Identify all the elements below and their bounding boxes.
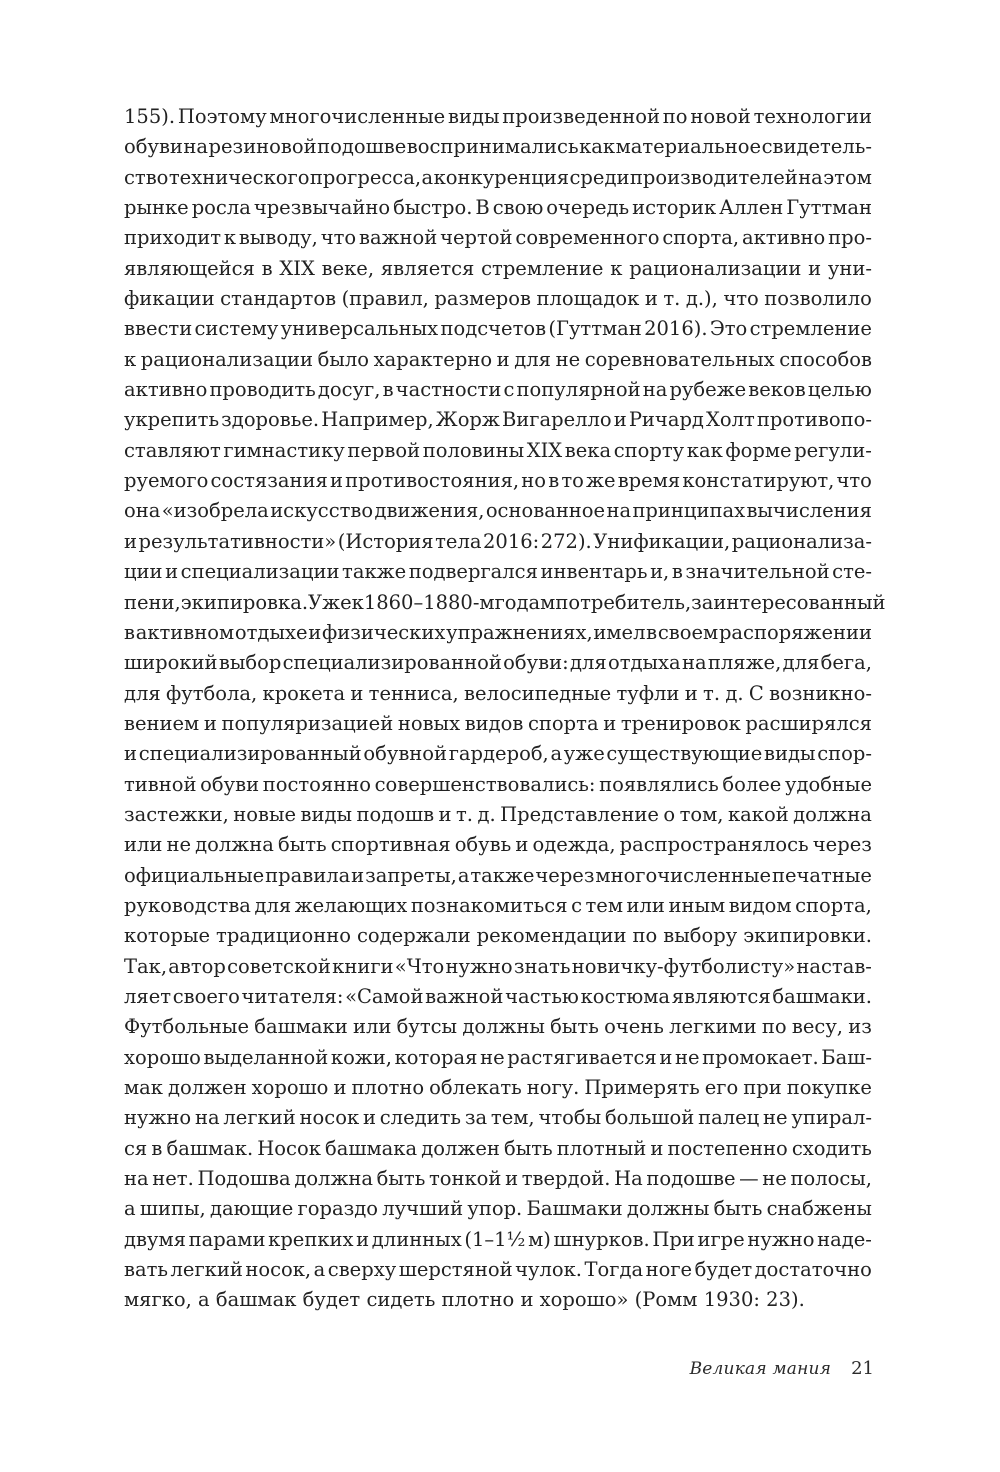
text-line: укрепить здоровье. Например, Жорж Вигарелло и Ричард Холт противопо-	[124, 408, 872, 432]
text-line: а шипы, дающие гораздо лучший упор. Башмаки должны быть снабжены	[124, 1197, 872, 1221]
text-line: ции и специализации также подвергался инвентарь и, в значительной сте-	[124, 560, 872, 584]
text-line: в активном отдыхе и физических упражнениях, имел в своем распоряжении	[124, 620, 872, 644]
text-line: ство технического прогресса, а конкуренция среди производителей на этом	[124, 165, 872, 189]
text-line: она «изобрела искусство движения, основанное на принципах вычисления	[124, 499, 872, 523]
text-line: или не должна быть спортивная обувь и одежда, распространялось через	[124, 833, 872, 857]
text-line: обуви на резиновой подошве воспринимались как материальное свидетель-	[124, 135, 872, 159]
text-line: вением и популяризацией новых видов спорта и тренировок расширялся	[124, 711, 872, 735]
text-line: руководства для желающих познакомиться с тем или иным видом спорта,	[124, 893, 872, 917]
text-line: широкий выбор специализированной обуви: для отдыха на пляже, для бега,	[124, 651, 872, 675]
text-line: застежки, новые виды подошв и т. д. Представление о том, какой должна	[124, 802, 872, 826]
text-line: активно проводить досуг, в частности с популярной на рубеже веков целью	[124, 378, 872, 402]
text-line: Футбольные башмаки или бутсы должны быть очень легкими по весу, из	[124, 1015, 872, 1039]
text-line: пени, экипировка. Уже к 1860–1880-м годам потребитель, заинтересованный	[124, 590, 886, 614]
page-footer	[690, 1358, 874, 1379]
text-line: хорошо выделанной кожи, которая не растягивается и не промокает. Баш-	[124, 1045, 872, 1069]
text-line: тивной обуви постоянно совершенствовались: появлялись более удобные	[124, 772, 872, 796]
text-line: приходит к выводу, что важной чертой современного спорта, активно про-	[124, 226, 872, 250]
text-line: вать легкий носок, а сверху шерстяной чулок. Тогда ноге будет достаточно	[124, 1258, 872, 1282]
page-number: 21	[851, 1358, 874, 1379]
text-line: к рационализации было характерно и для не соревновательных способов	[124, 347, 872, 371]
text-line: для футбола, крокета и тенниса, велосипедные туфли и т. д. С возникно-	[124, 681, 872, 705]
running-title: Великая мания	[689, 1359, 832, 1379]
text-line: и специализированный обувной гардероб, а уже существующие виды спор-	[124, 742, 872, 766]
text-line: являющейся в XIX веке, является стремление к рационализации и уни-	[124, 256, 872, 280]
text-line: официальные правила и запреты, а также через многочисленные печатные	[124, 863, 872, 887]
text-line: 155). Поэтому многочисленные виды произведенной по новой технологии	[124, 105, 872, 128]
text-line: фикации стандартов (правил, размеров площадок и т. д.), что позволило	[124, 287, 872, 311]
text-line: рынке росла чрезвычайно быстро. В свою очередь историк Аллен Гуттман	[124, 196, 872, 220]
text-line: ляет своего читателя: «Самой важной частью костюма являются башмаки.	[124, 984, 872, 1008]
text-line: Так, автор советской книги «Что нужно знать новичку-футболисту» настав-	[124, 954, 872, 978]
text-line: ввести систему универсальных подсчетов (Гуттман 2016). Это стремление	[124, 317, 872, 341]
text-line: на нет. Подошва должна быть тонкой и твердой. На подошве — не полосы,	[124, 1167, 872, 1191]
body-text	[124, 102, 886, 1316]
text-line: руемого состязания и противостояния, но в то же время констатируют, что	[124, 469, 872, 493]
text-line: которые традиционно содержали рекомендации по выбору экипировки.	[124, 924, 872, 948]
text-line: мягко, а башмак будет сидеть плотно и хорошо» (Ромм 1930: 23).	[124, 1288, 805, 1312]
text-line: ставляют гимнастику первой половины XIX века спорту как форме регули-	[124, 438, 872, 462]
text-line: двумя парами крепких и длинных (1–1½ м) шнурков. При игре нужно наде-	[124, 1227, 872, 1251]
text-line: нужно на легкий носок и следить за тем, чтобы большой палец не упирал-	[124, 1106, 872, 1130]
text-line: мак должен хорошо и плотно облекать ногу. Примерять его при покупке	[124, 1076, 872, 1099]
text-line: ся в башмак. Носок башмака должен быть плотный и постепенно сходить	[124, 1136, 872, 1160]
text-line: и результативности» (История тела 2016: 272). Унификации, рационализа-	[124, 529, 872, 553]
